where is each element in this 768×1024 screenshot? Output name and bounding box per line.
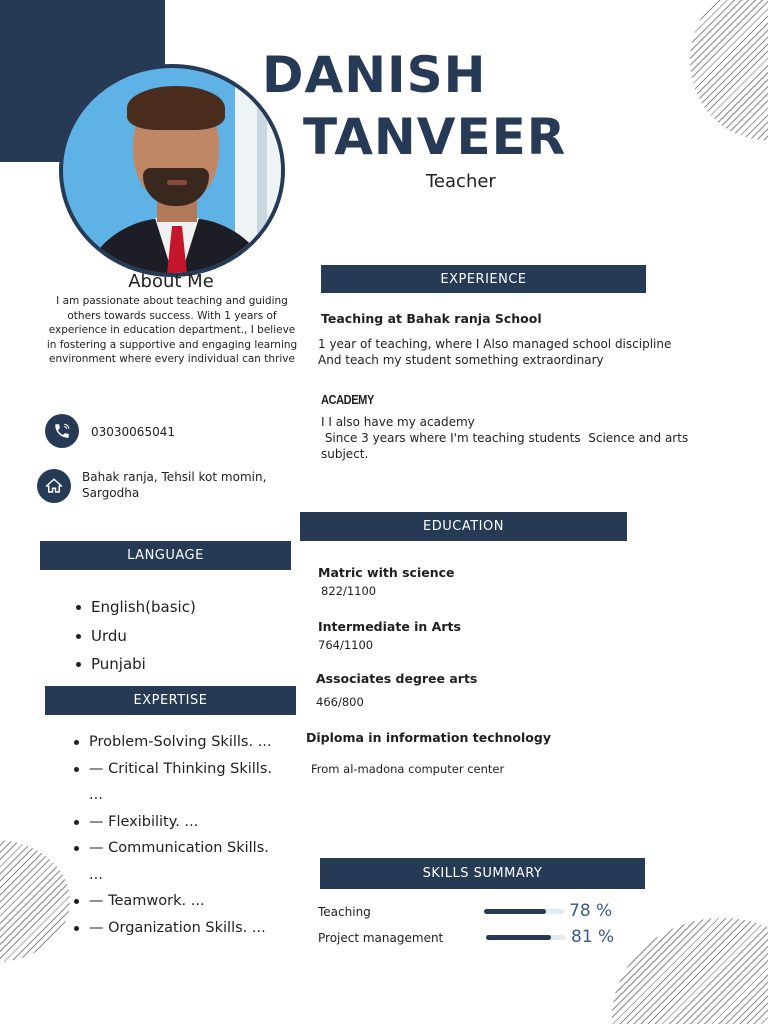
expertise-heading: EXPERTISE	[45, 686, 296, 715]
skill-bar-fill	[484, 909, 546, 914]
experience-job2-line2: Since 3 years where I'm teaching students Science and arts	[321, 431, 689, 445]
education-degree-4: Diploma in information technology	[306, 730, 551, 745]
address-line-1: Bahak ranja, Tehsil kot momin,	[82, 470, 267, 484]
skills-summary-heading: SKILLS SUMMARY	[320, 858, 645, 889]
experience-job2-line1: I I also have my academy	[321, 415, 475, 429]
list-item: — Critical Thinking Skills.	[72, 756, 272, 783]
decorative-hatched-circle-top	[690, 0, 768, 140]
skill-percent-teaching: 78 %	[569, 901, 613, 921]
skill-bar-project-management	[486, 935, 566, 940]
list-item: — Flexibility. ...	[72, 809, 272, 836]
address	[82, 469, 292, 501]
education-detail-1: 822/1100	[321, 584, 377, 598]
list-item: — Teamwork. ...	[72, 888, 272, 915]
experience-heading: EXPERIENCE	[321, 265, 646, 293]
first-name: DANISH	[262, 46, 487, 104]
list-item-continued: ...	[89, 787, 103, 803]
phone-icon	[45, 414, 79, 448]
decorative-hatched-circle-bottom	[612, 918, 768, 1024]
job-title: Teacher	[426, 171, 496, 192]
education-degree-2: Intermediate in Arts	[318, 619, 461, 634]
list-item: Problem-Solving Skills. ...	[72, 729, 272, 756]
education-detail-4: From al-madona computer center	[311, 762, 505, 776]
about-me-heading: About Me	[128, 271, 214, 292]
language-list	[74, 597, 196, 683]
education-detail-2: 764/1100	[318, 638, 374, 652]
list-item: — Communication Skills.	[72, 835, 272, 862]
experience-job2-title: ACADEMY	[321, 392, 374, 407]
experience-job1-line1: 1 year of teaching, where I Also managed school discipline	[318, 337, 672, 351]
experience-job1-line2: And teach my student something extraordinary	[318, 353, 604, 367]
phone-number: 03030065041	[91, 425, 175, 439]
list-item: English(basic)	[74, 597, 196, 626]
address-line-2: Sargodha	[82, 486, 140, 500]
skill-bar-teaching	[484, 909, 564, 914]
profile-photo	[59, 64, 285, 277]
home-icon	[37, 469, 71, 503]
skill-percent-project-management: 81 %	[571, 927, 615, 947]
skill-label-project-management: Project management	[318, 931, 444, 945]
skill-bar-fill	[486, 935, 551, 940]
education-degree-3: Associates degree arts	[316, 671, 478, 686]
list-item: — Organization Skills. ...	[72, 915, 272, 942]
decorative-hatched-circle-left	[0, 840, 70, 962]
education-detail-3: 466/800	[316, 695, 364, 709]
experience-job1-title: Teaching at Bahak ranja School	[321, 311, 542, 326]
list-item: Punjabi	[74, 654, 196, 683]
skill-label-teaching: Teaching	[318, 905, 371, 919]
list-item: Urdu	[74, 626, 196, 655]
about-me-text: I am passionate about teaching and guiding others towards success. With 1 years of experience in education department., I believe in fostering a supportive and engaging learning environment where every individual can thrive	[46, 295, 298, 365]
list-item-continued: ...	[89, 866, 103, 883]
education-degree-1: Matric with science	[318, 565, 455, 580]
last-name: TANVEER	[303, 108, 567, 166]
language-heading: LANGUAGE	[40, 541, 291, 570]
experience-job2-line3: subject.	[321, 447, 369, 461]
expertise-list	[72, 729, 272, 941]
education-heading: EDUCATION	[300, 512, 627, 541]
